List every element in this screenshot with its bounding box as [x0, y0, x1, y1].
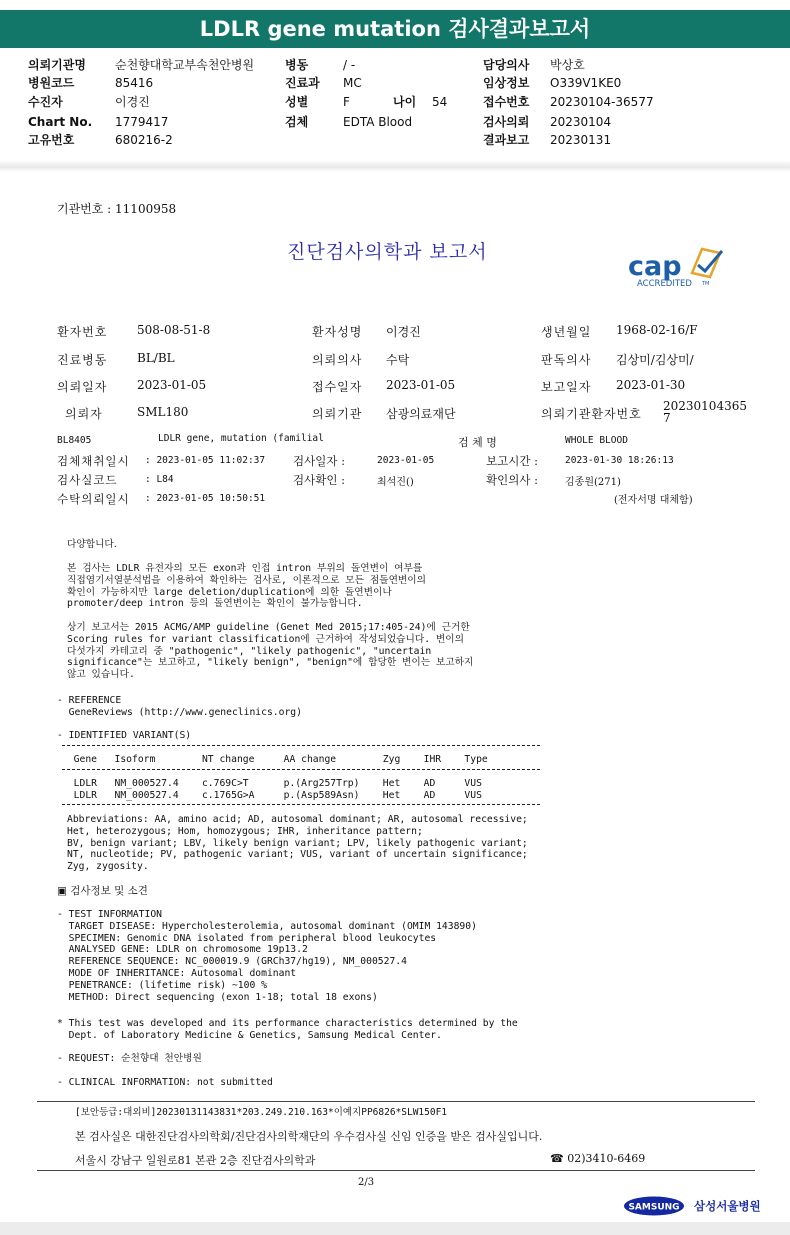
patient-field-label: 환자번호 — [57, 325, 108, 339]
patient-field-value: 2023-01-30 — [616, 378, 686, 392]
patient-field-value: 김상미/김상미/ — [616, 353, 694, 367]
patient-field-label: 의뢰기관 — [312, 407, 363, 421]
variant-row: LDLR NM_000527.4 c.769C>T p.(Arg257Trp) Het AD VUS — [62, 778, 482, 789]
lab-address: 서울시 강남구 일원로81 본관 2층 진단검사의학과 — [75, 1154, 316, 1167]
confirm-doc-label: 확인의사 : — [486, 473, 538, 487]
cap-accredited-logo — [628, 243, 728, 289]
header-value: MC — [343, 76, 362, 90]
patient-field-value: 이경진 — [386, 325, 421, 339]
patient-field-label: 의뢰기관환자번호 — [541, 407, 642, 421]
disclaimer: * This test was developed and its performance characteristics determined by the Dept. of Laboratory Medicine & Genetics, Samsung Medical Center. — [57, 1018, 518, 1041]
patient-field-value: 1968-02-16/F — [616, 323, 698, 337]
header-label: 의뢰기관명 — [28, 58, 86, 72]
header-label: 성별 — [285, 95, 309, 109]
patient-field-label: 환자성명 — [312, 325, 363, 339]
header-label: 병원코드 — [28, 76, 75, 90]
header-value: 20230131 — [550, 133, 612, 147]
lab-code-label: 검사실코드 — [57, 473, 118, 487]
exam-date-value: 2023-01-05 — [377, 455, 435, 466]
receive-value: : 2023-01-05 10:50:51 — [145, 493, 266, 504]
header-label: 고유번호 — [28, 133, 75, 147]
patient-field-value: 2023-01-05 — [137, 378, 207, 392]
patient-field-value: 수탁 — [386, 353, 410, 367]
variants-header: Gene Isoform NT change AA change Zyg IHR Type — [62, 754, 488, 765]
header-value: / - — [343, 58, 356, 72]
header-value: O339V1KE0 — [550, 76, 622, 90]
guideline-paragraph: 상기 보고서는 2015 ACMG/AMP guideline (Genet Med 2015;17:405-24)에 근거한 Scoring rules for variant classification에 근거하여 작성되었습니다. 변이의 다섯가지 카테고리 중 "pathogenic", "likely pathogenic", "uncertain significance"는 보고하고, "likely benign", "benign"에 합당한 변이는 보고하지 않고 있습니다. — [67, 622, 474, 681]
cap-tm-text: TM — [702, 281, 710, 287]
patient-field-value: 삼광의료재단 — [386, 407, 456, 421]
lab-phone: ☎ 02)3410-6469 — [550, 1152, 646, 1165]
header-value: EDTA Blood — [343, 115, 413, 129]
test-code: BL8405 — [57, 435, 92, 446]
exam-confirm-value: 최석진() — [377, 477, 414, 488]
variants-bottom-rule — [62, 804, 540, 805]
cap-logo-text: cap — [628, 251, 682, 282]
section-title: ▣ 검사정보 및 소견 — [57, 885, 148, 897]
header-label: 임상정보 — [483, 76, 530, 90]
page-number: 2/3 — [358, 1177, 375, 1188]
header-label: 검사의뢰 — [483, 115, 530, 129]
reference-section: - REFERENCE GeneReviews (http://www.geneclinics.org) — [57, 695, 302, 718]
bottom-band — [0, 1222, 790, 1235]
header-label: Chart No. — [28, 115, 93, 129]
header-label: 결과보고 — [483, 133, 530, 147]
cap-accredited-text: ACCREDITED — [637, 279, 692, 289]
esign-note: (전자서명 대체함) — [614, 495, 693, 506]
hospital-name-text: 삼성서울병원 — [694, 1199, 761, 1213]
variants-title: - IDENTIFIED VARIANT(S) — [57, 730, 192, 741]
header-value: 박상호 — [550, 58, 585, 72]
variant-row: LDLR NM_000527.4 c.1765G>A p.(Asp589Asn) Het AD VUS — [62, 789, 482, 801]
clinical-info-line: - CLINICAL INFORMATION: not submitted — [57, 1077, 273, 1088]
report-title: 진단검사의학과 보고서 — [287, 241, 488, 263]
header-label: 수진자 — [28, 95, 63, 109]
variants-top-rule — [62, 745, 540, 746]
report-time-label: 보고시간 : — [486, 454, 538, 468]
request-line: - REQUEST: 순천향대 천안병원 — [57, 1053, 202, 1064]
patient-field-label: 판독의사 — [541, 353, 592, 367]
header-value: 20230104-36577 — [550, 95, 654, 109]
description-paragraph: 본 검사는 LDLR 유전자의 모든 exon과 인접 intron 부위의 돌연변이 여부를 직접염기서열분석법을 이용하여 확인하는 검사로, 이론적으로 모든 점돌연변이의 확인이 가능하지만 large deletion/duplication에 의한 돌연변이나 promoter/deep intron 등의 돌연변이는 확인이 불가능합니다. — [67, 563, 427, 610]
header-value: 680216-2 — [115, 133, 173, 147]
samsung-brand-text: SAMSUNG — [628, 1202, 680, 1213]
patient-field-label: 의뢰자 — [65, 407, 103, 421]
age-label: 나이 — [393, 95, 417, 109]
exam-confirm-label: 검사확인 : — [293, 473, 345, 487]
patient-field-label: 생년월일 — [541, 325, 592, 339]
header-value: 1779417 — [115, 115, 169, 129]
header-label: 담당의사 — [483, 58, 530, 72]
patient-field-value: 508-08-51-8 — [137, 323, 211, 337]
security-line: [보안등급:대외비]20230131143831*203.249.210.163*이예지PP6826*SLW150F1 — [75, 1107, 448, 1118]
header-value: 이경진 — [115, 95, 150, 109]
variants-header-rule — [62, 769, 540, 770]
certification-text: 본 검사실은 대한진단검사의학회/진단검사의학재단의 우수검사실 신임 인증을 받은 검사실입니다. — [75, 1130, 543, 1143]
patient-field-label: 접수일자 — [312, 380, 363, 394]
patient-field-label: 의뢰의사 — [312, 353, 363, 367]
footer-top-rule — [37, 1101, 755, 1102]
patient-field-label: 의뢰일자 — [57, 380, 108, 394]
footer-bottom-rule — [37, 1170, 755, 1171]
header-value: 85416 — [115, 76, 154, 90]
samsung-hospital-logo — [624, 1195, 764, 1221]
test-information: - TEST INFORMATION TARGET DISEASE: Hypercholesterolemia, autosomal dominant (OMIM 143890) SPECIMEN: Genomic DNA isolated from peripheral blood leukocytes ANALYSED GENE: LDLR on chromosome 19p13.2 REFERENCE SEQUENCE: NC_000019.9 (GRCh37/hg19), NM_000527.4 MODE OF INHERITANCE: Autosomal dominant PENETRANCE: (lifetime risk) ~100 % METHOD: Direct sequencing (exon 1-18; total 18 exons) — [57, 909, 477, 1003]
header-value: 순천향대학교부속천안병원 — [115, 58, 255, 72]
header-label: 검체 — [285, 115, 309, 129]
collect-value: : 2023-01-05 11:02:37 — [145, 455, 266, 466]
specimen-value: WHOLE BLOOD — [565, 435, 628, 446]
header-value: F — [343, 95, 350, 109]
patient-field-value: BL/BL — [137, 351, 175, 365]
patient-field-label: 보고일자 — [541, 380, 592, 394]
header-label: 병동 — [285, 58, 309, 72]
test-name: LDLR gene, mutation (familial — [158, 433, 324, 444]
header-value: 20230104 — [550, 115, 612, 129]
patient-field-value: 20230104365 7 — [663, 399, 747, 425]
report-time-value: 2023-01-30 18:26:13 — [565, 455, 674, 466]
patient-field-value: SML180 — [137, 405, 189, 419]
abbreviations: Abbreviations: AA, amino acid; AD, autosomal dominant; AR, autosomal recessive; Het, heterozygous; Hom, homozygous; IHR, inheritance pattern; BV, benign variant; LBV, likely benign variant; LPV, likely pathogenic variant; NT, nucleotide; PV, pathogenic variant; VUS, variant of uncertain significance; Zyg, zygosity. — [67, 814, 528, 873]
patient-field-label: 진료병동 — [57, 353, 108, 367]
header-label: 진료과 — [285, 76, 320, 90]
greeting: 다양합니다. — [67, 539, 117, 550]
patient-field-value: 2023-01-05 — [386, 378, 456, 392]
receive-label: 수탁의뢰일시 — [57, 492, 130, 506]
institution-number: 기관번호 : 11100958 — [57, 202, 177, 216]
report-banner: LDLR gene mutation 검사결과보고서 — [0, 10, 790, 48]
collect-label: 검체채취일시 — [57, 454, 130, 468]
header-label: 접수번호 — [483, 95, 530, 109]
exam-date-label: 검사일자 : — [293, 454, 345, 468]
lab-code-value: : L84 — [145, 474, 174, 485]
specimen-label: 검 체 명 — [458, 436, 497, 449]
age-value: 54 — [432, 95, 448, 109]
confirm-doc-value: 김종원(271) — [565, 477, 621, 488]
header-separator — [0, 160, 790, 172]
